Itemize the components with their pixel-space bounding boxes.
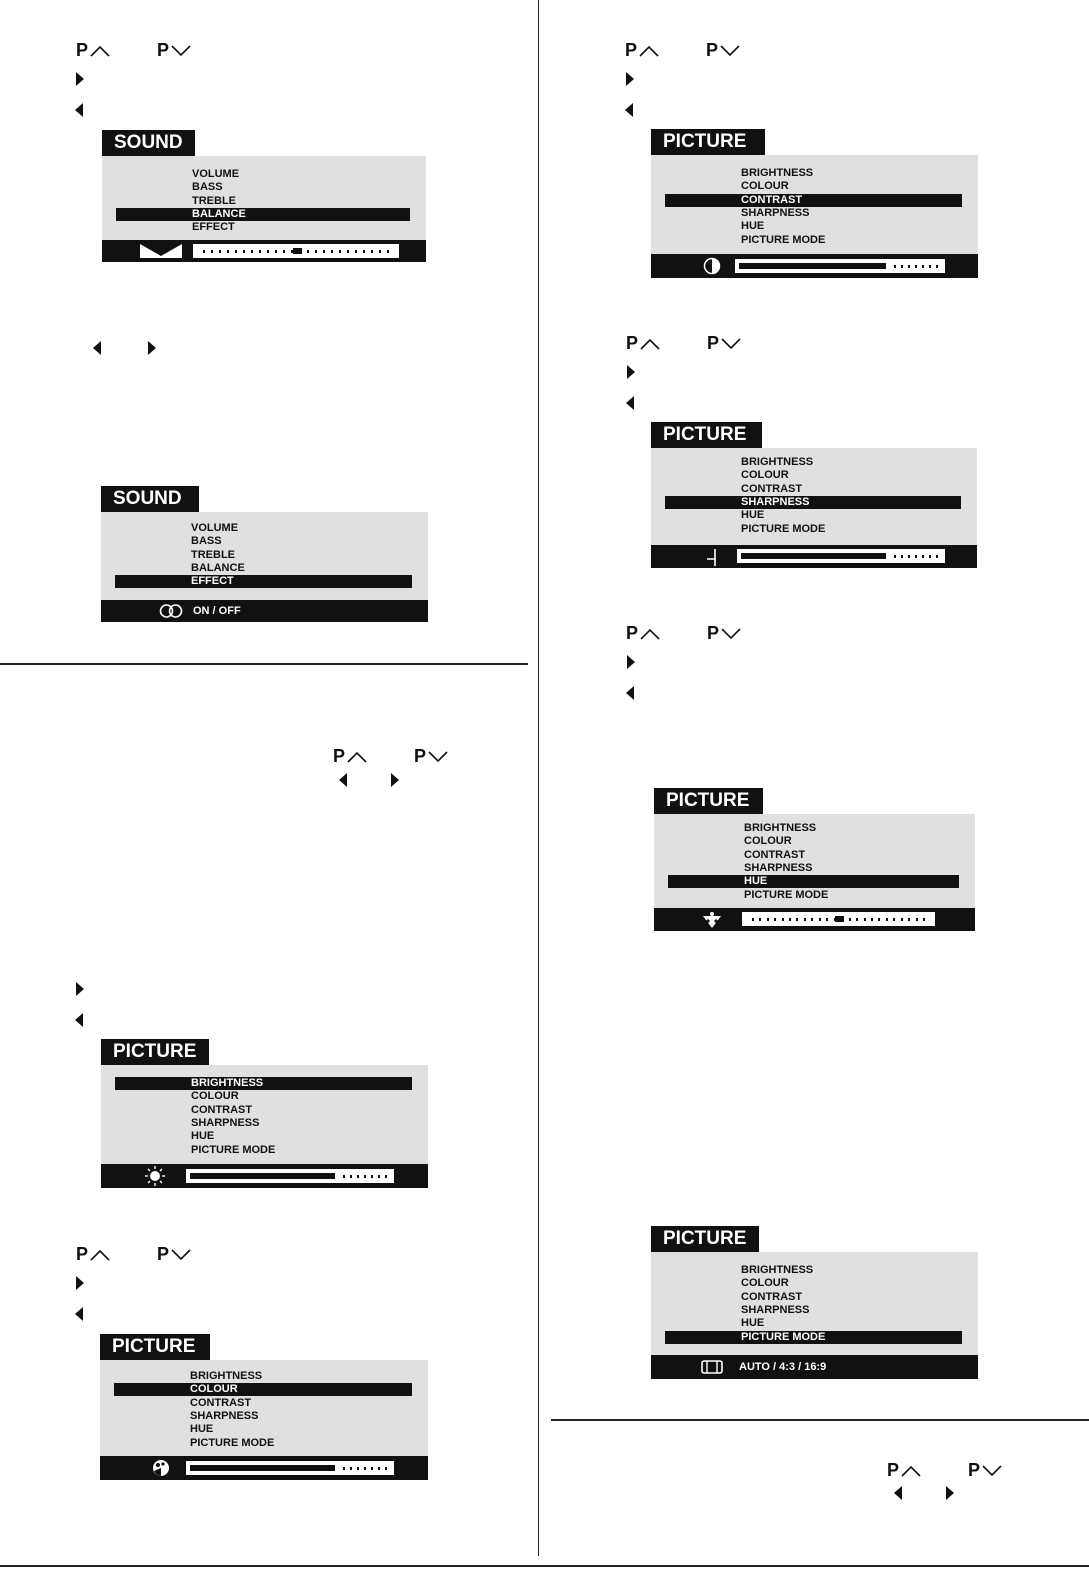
menu-footer [651,1355,978,1379]
left-arrow-key-icon [625,103,633,117]
picture-mode-menu [651,1226,978,1379]
program-down-key-icon: P [706,40,740,61]
menu-item-brightness[interactable]: BRIGHTNESS [115,1077,412,1090]
left-arrow-key-icon [93,341,101,355]
menu-footer [102,240,426,262]
balance-icon [140,244,182,258]
menu-item-colour[interactable]: COLOUR [114,1383,412,1396]
menu-item-hue[interactable]: HUE [190,1423,214,1436]
menu-list [100,1360,428,1456]
program-down-key-icon: P [157,1244,191,1265]
level-bar[interactable] [735,259,945,273]
menu-item-colour[interactable]: COLOUR [191,1090,239,1103]
footer-option-text: AUTO / 4:3 / 16:9 [739,1361,827,1373]
menu-footer [101,1164,428,1188]
menu-item-colour[interactable]: COLOUR [741,180,789,193]
sun-icon [145,1166,165,1186]
menu-list [101,1065,428,1164]
right-arrow-key-icon [148,341,156,355]
menu-item-contrast[interactable]: CONTRAST [190,1396,252,1409]
hue-icon [702,912,722,928]
menu-item-hue[interactable]: HUE [191,1130,215,1143]
left-arrow-key-icon [339,773,347,787]
menu-item-sharpness[interactable]: SHARPNESS [741,1303,810,1316]
right-arrow-key-icon [626,72,634,86]
menu-item-colour[interactable]: COLOUR [744,835,792,848]
menu-list [651,155,978,254]
menu-title: PICTURE [101,1039,209,1065]
sound-balance-menu [102,130,426,262]
menu-item-volume[interactable]: VOLUME [191,522,239,534]
column-divider [538,0,539,1556]
menu-item-hue[interactable]: HUE [668,875,959,888]
page-bottom-rule [0,1565,1089,1567]
menu-item-contrast[interactable]: CONTRAST [665,194,962,207]
program-up-key-icon: P [76,1244,110,1265]
program-up-key-icon: P [625,40,659,61]
menu-item-effect[interactable]: EFFECT [192,221,235,234]
menu-item-sharpness[interactable]: SHARPNESS [665,496,961,509]
menu-item-contrast[interactable]: CONTRAST [741,1290,803,1303]
menu-item-sharpness[interactable]: SHARPNESS [191,1116,260,1129]
menu-item-brightness[interactable]: BRIGHTNESS [741,1264,814,1276]
menu-item-treble[interactable]: TREBLE [192,194,236,207]
level-bar[interactable] [186,1169,394,1183]
menu-item-brightness[interactable]: BRIGHTNESS [190,1370,263,1382]
program-down-key-icon: P [414,746,448,767]
program-down-key-icon: P [968,1460,1002,1481]
menu-item-brightness[interactable]: BRIGHTNESS [741,456,814,468]
menu-item-hue[interactable]: HUE [741,509,765,522]
level-bar[interactable] [186,1461,394,1475]
menu-list [102,156,426,240]
menu-item-brightness[interactable]: BRIGHTNESS [744,822,817,834]
menu-item-picture-mode[interactable]: PICTURE MODE [191,1143,276,1156]
menu-list [101,512,428,600]
program-down-key-icon: P [157,40,191,61]
menu-item-balance[interactable]: BALANCE [116,208,410,221]
menu-item-contrast[interactable]: CONTRAST [191,1103,253,1116]
menu-footer [654,908,975,931]
menu-footer [651,545,977,568]
left-arrow-key-icon [75,1307,83,1321]
center-slider[interactable] [193,244,399,258]
right-arrow-key-icon [627,655,635,669]
right-arrow-key-icon [391,773,399,787]
menu-item-picture-mode[interactable]: PICTURE MODE [744,888,829,901]
menu-item-hue[interactable]: HUE [741,220,765,233]
menu-item-hue[interactable]: HUE [741,1317,765,1330]
menu-footer [100,1456,428,1480]
left-arrow-key-icon [75,103,83,117]
program-up-key-icon: P [76,40,110,61]
menu-title: SOUND [102,130,195,156]
left-arrow-key-icon [75,1013,83,1027]
menu-item-contrast[interactable]: CONTRAST [744,848,806,861]
menu-item-contrast[interactable]: CONTRAST [741,482,803,495]
program-down-key-icon: P [707,333,741,354]
right-arrow-key-icon [76,1276,84,1290]
menu-footer [101,600,428,622]
program-up-key-icon: P [626,333,660,354]
program-up-key-icon: P [333,746,367,767]
picture-contrast-menu [651,129,978,278]
right-arrow-key-icon [76,982,84,996]
menu-list [651,1252,978,1355]
right-arrow-key-icon [946,1486,954,1500]
left-arrow-key-icon [626,686,634,700]
menu-title: PICTURE [100,1334,210,1360]
surround-icon [159,604,183,618]
menu-title: PICTURE [651,1226,759,1252]
menu-title: PICTURE [651,129,765,155]
aspect-icon [701,1360,723,1374]
menu-item-bass[interactable]: BASS [192,181,223,194]
program-down-key-icon: P [707,623,741,644]
menu-title: SOUND [101,486,199,512]
menu-item-sharpness[interactable]: SHARPNESS [741,206,810,219]
left-arrow-key-icon [626,396,634,410]
level-bar-fill [739,263,886,269]
menu-title: PICTURE [654,788,763,814]
picture-brightness-menu [101,1039,428,1188]
program-up-key-icon: P [626,623,660,644]
center-slider[interactable] [742,912,935,926]
picture-sharpness-menu [651,422,977,568]
level-bar-fill [190,1465,335,1471]
menu-item-picture-mode[interactable]: PICTURE MODE [741,233,826,246]
menu-list [654,814,975,908]
menu-item-colour[interactable]: COLOUR [741,469,789,482]
level-bar-fill [190,1173,335,1179]
menu-item-sharpness[interactable]: SHARPNESS [190,1409,259,1422]
slider-marker[interactable] [293,248,302,254]
slider-marker[interactable] [835,916,844,922]
sharpness-icon [707,548,723,566]
menu-title: PICTURE [651,422,762,448]
menu-item-picture-mode[interactable]: PICTURE MODE [190,1436,275,1449]
contrast-icon [703,257,721,275]
picture-colour-menu [100,1334,428,1480]
right-arrow-key-icon [76,72,84,86]
menu-item-volume[interactable]: VOLUME [192,168,240,180]
menu-list [651,448,977,545]
menu-item-brightness[interactable]: BRIGHTNESS [741,167,814,179]
right-arrow-key-icon [627,365,635,379]
level-bar[interactable] [737,549,945,563]
left-arrow-key-icon [894,1486,902,1500]
section-divider [0,663,528,665]
menu-item-effect[interactable]: EFFECT [115,575,412,588]
program-up-key-icon: P [887,1460,921,1481]
footer-option-text: ON / OFF [193,605,241,617]
palette-icon [152,1459,170,1477]
menu-item-picture-mode[interactable]: PICTURE MODE [741,522,826,535]
menu-item-picture-mode[interactable]: PICTURE MODE [665,1331,962,1344]
menu-item-balance[interactable]: BALANCE [191,561,245,574]
menu-item-treble[interactable]: TREBLE [191,548,235,561]
section-divider [551,1419,1089,1421]
menu-item-sharpness[interactable]: SHARPNESS [744,861,813,874]
menu-item-bass[interactable]: BASS [191,535,222,548]
menu-item-colour[interactable]: COLOUR [741,1277,789,1290]
level-bar-fill [741,553,886,559]
sound-effect-menu [101,486,428,622]
menu-footer [651,254,978,278]
picture-hue-menu [654,788,975,931]
